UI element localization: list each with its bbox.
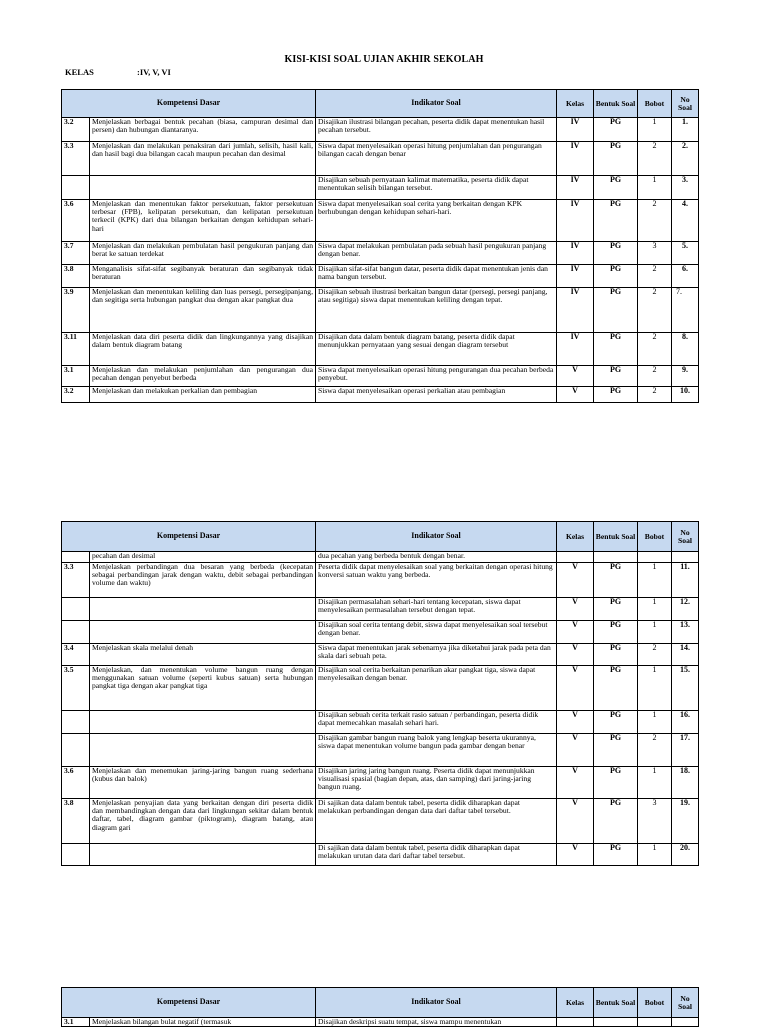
kompetensi-dasar-cell: Menjelaskan data diri peserta didik dan lingkungannya yang disajikan dalam bentuk diagram batang bbox=[90, 333, 316, 366]
kelas-cell: V bbox=[557, 844, 594, 866]
kelas-cell bbox=[557, 552, 594, 563]
indikator-soal-cell: Disajikan soal cerita berkaitan penarikan akar pangkat tiga, siswa dapat menyelesaikan dengan benar. bbox=[316, 666, 557, 711]
bobot-cell: 2 bbox=[638, 142, 672, 176]
kompetensi-dasar-cell bbox=[90, 711, 316, 734]
kisi-kisi-table-1 bbox=[61, 89, 699, 403]
table-row bbox=[62, 563, 699, 598]
bentuk-soal-cell bbox=[594, 1018, 638, 1027]
indikator-soal-cell: dua pecahan yang berbeda bentuk dengan benar. bbox=[316, 552, 557, 563]
kd-number: 3.1 bbox=[62, 366, 90, 387]
no-soal-cell: 8. bbox=[672, 333, 699, 366]
indikator-soal-cell: Disajikan sebuah pernyataan kalimat matematika, peserta didik dapat menentukan selisih bilangan tersebut. bbox=[316, 176, 557, 200]
table-row bbox=[62, 844, 699, 866]
header-bentuk-soal: Bentuk Soal bbox=[594, 988, 638, 1018]
header-no-soal: No Soal bbox=[672, 522, 699, 552]
bobot-cell: 3 bbox=[638, 799, 672, 844]
bobot-cell: 3 bbox=[638, 242, 672, 265]
indikator-soal-cell: Siswa dapat menyelesaikan operasi hitung pengurangan dua pecahan berbeda penyebut. bbox=[316, 366, 557, 387]
kompetensi-dasar-cell bbox=[90, 176, 316, 200]
kd-number: 3.6 bbox=[62, 767, 90, 799]
no-soal-cell: 18. bbox=[672, 767, 699, 799]
bobot-cell bbox=[638, 552, 672, 563]
table-row bbox=[62, 176, 699, 200]
kelas-cell: V bbox=[557, 666, 594, 711]
kompetensi-dasar-cell: pecahan dan desimal bbox=[90, 552, 316, 563]
no-soal-cell: 20. bbox=[672, 844, 699, 866]
table-row bbox=[62, 242, 699, 265]
bentuk-soal-cell: PG bbox=[594, 767, 638, 799]
bobot-cell: 2 bbox=[638, 333, 672, 366]
kelas-cell: IV bbox=[557, 142, 594, 176]
kompetensi-dasar-cell bbox=[90, 598, 316, 621]
bentuk-soal-cell: PG bbox=[594, 265, 638, 288]
header-indikator-soal: Indikator Soal bbox=[316, 522, 557, 552]
no-soal-cell: 14. bbox=[672, 644, 699, 666]
kompetensi-dasar-cell: Menjelaskan penyajian data yang berkaitan dengan diri peserta didik dan membandingkan dengan data dari lingkungan sekitar dalam bentuk daftar, tabel, diagram gambar (piktogram), diagram batang, atau diagram gari bbox=[90, 799, 316, 844]
table-row bbox=[62, 387, 699, 403]
indikator-soal-cell: Disajikan jaring jaring bangun ruang. Peserta didik dapat menunjukkan visualisasi spasial (bagian depan, atas, dan samping) dari jaring-jaring bangun ruang. bbox=[316, 767, 557, 799]
indikator-soal-cell: Di sajikan data dalam bentuk tabel, peserta didik diharapkan dapat melakukan perbandingan dengan data dari daftar tabel tersebut. bbox=[316, 799, 557, 844]
indikator-soal-cell: Peserta didik dapat menyelesaikan soal yang berkaitan dengan operasi hitung konversi satuan waktu yang berbeda. bbox=[316, 563, 557, 598]
kompetensi-dasar-cell: Menjelaskan dan melakukan penaksiran dari jumlah, selisih, hasil kali, dan hasil bagi dua bilangan cacah maupun pecahan dan desimal bbox=[90, 142, 316, 176]
kd-number: 3.11 bbox=[62, 333, 90, 366]
kompetensi-dasar-cell: Menjelaskan dan menentukan faktor persekutuan, faktor persekutuan terbesar (FPB), kelipatan persekutuan, dan kelipatan persekutuan terkecil (KPK) dari dua bilangan berkaitan dengan kehidupan sehari-hari bbox=[90, 200, 316, 242]
kelas-cell: IV bbox=[557, 242, 594, 265]
table-row bbox=[62, 799, 699, 844]
table-row bbox=[62, 621, 699, 644]
bobot-cell: 1 bbox=[638, 598, 672, 621]
kd-number: 3.8 bbox=[62, 265, 90, 288]
bentuk-soal-cell: PG bbox=[594, 734, 638, 767]
bentuk-soal-cell bbox=[594, 552, 638, 563]
table-row bbox=[62, 118, 699, 142]
kompetensi-dasar-cell: Menjelaskan, dan menentukan volume bangun ruang dengan menggunakan satuan volume (seperti kubus satuan) serta hubungan pangkat tiga dengan akar pangkat tiga bbox=[90, 666, 316, 711]
bentuk-soal-cell: PG bbox=[594, 711, 638, 734]
header-bentuk-soal: Bentuk Soal bbox=[594, 90, 638, 118]
bentuk-soal-cell: PG bbox=[594, 142, 638, 176]
kompetensi-dasar-cell bbox=[90, 621, 316, 644]
bentuk-soal-cell: PG bbox=[594, 333, 638, 366]
kd-number bbox=[62, 711, 90, 734]
bobot-cell: 2 bbox=[638, 288, 672, 333]
no-soal-cell: 11. bbox=[672, 563, 699, 598]
bentuk-soal-cell: PG bbox=[594, 366, 638, 387]
table-row bbox=[62, 200, 699, 242]
kd-number: 3.2 bbox=[62, 387, 90, 403]
kompetensi-dasar-cell: Menjelaskan skala melalui denah bbox=[90, 644, 316, 666]
header-bobot: Bobot bbox=[638, 988, 672, 1018]
kelas-cell: IV bbox=[557, 176, 594, 200]
kd-number: 3.3 bbox=[62, 563, 90, 598]
bobot-cell: 2 bbox=[638, 644, 672, 666]
header-bentuk-soal: Bentuk Soal bbox=[594, 522, 638, 552]
kelas-cell: V bbox=[557, 734, 594, 767]
kd-number bbox=[62, 552, 90, 563]
indikator-soal-cell: Siswa dapat menentukan jarak sebenarnya jika diketahui jarak pada peta dan skala dari sebuah peta. bbox=[316, 644, 557, 666]
no-soal-cell: 4. bbox=[672, 200, 699, 242]
header-bobot: Bobot bbox=[638, 90, 672, 118]
kd-number: 3.3 bbox=[62, 142, 90, 176]
bobot-cell: 1 bbox=[638, 666, 672, 711]
bentuk-soal-cell: PG bbox=[594, 200, 638, 242]
bobot-cell: 2 bbox=[638, 200, 672, 242]
table-row bbox=[62, 333, 699, 366]
kd-number: 3.7 bbox=[62, 242, 90, 265]
kelas-cell: IV bbox=[557, 200, 594, 242]
kd-number bbox=[62, 734, 90, 767]
no-soal-cell: 17. bbox=[672, 734, 699, 767]
bentuk-soal-cell: PG bbox=[594, 118, 638, 142]
bobot-cell: 1 bbox=[638, 711, 672, 734]
kisi-kisi-table-3 bbox=[61, 987, 699, 1027]
no-soal-cell: 1. bbox=[672, 118, 699, 142]
table-header-row bbox=[62, 522, 699, 552]
header-bobot: Bobot bbox=[638, 522, 672, 552]
no-soal-cell: 16. bbox=[672, 711, 699, 734]
header-kompetensi-dasar: Kompetensi Dasar bbox=[62, 522, 316, 552]
kelas-cell: IV bbox=[557, 265, 594, 288]
header-kelas: Kelas bbox=[557, 988, 594, 1018]
table-row bbox=[62, 552, 699, 563]
kd-number bbox=[62, 844, 90, 866]
table-row bbox=[62, 366, 699, 387]
kompetensi-dasar-cell: Menjelaskan bilangan bulat negatif (termasuk bbox=[90, 1018, 316, 1027]
kompetensi-dasar-cell: Menjelaskan berbagai bentuk pecahan (biasa, campuran desimal dan persen) dan hubungan diantaranya. bbox=[90, 118, 316, 142]
kd-number bbox=[62, 176, 90, 200]
kelas-cell: V bbox=[557, 767, 594, 799]
no-soal-cell: 7. bbox=[672, 288, 699, 333]
indikator-soal-cell: Siswa dapat menyelesaikan operasi perkalian atau pembagian bbox=[316, 387, 557, 403]
bentuk-soal-cell: PG bbox=[594, 844, 638, 866]
kd-number: 3.4 bbox=[62, 644, 90, 666]
indikator-soal-cell: Disajikan permasalahan sehari-hari tentang kecepatan, siswa dapat menyelesaikan permasalahan tersebut dengan tepat. bbox=[316, 598, 557, 621]
bentuk-soal-cell: PG bbox=[594, 666, 638, 711]
kd-number: 3.8 bbox=[62, 799, 90, 844]
bentuk-soal-cell: PG bbox=[594, 644, 638, 666]
no-soal-cell: 9. bbox=[672, 366, 699, 387]
bentuk-soal-cell: PG bbox=[594, 799, 638, 844]
no-soal-cell: 6. bbox=[672, 265, 699, 288]
bentuk-soal-cell: PG bbox=[594, 387, 638, 403]
indikator-soal-cell: Disajikan data dalam bentuk diagram batang, peserta didik dapat menunjukkan pernyataan yang sesuai dengan diagram tersebut bbox=[316, 333, 557, 366]
table-row bbox=[62, 767, 699, 799]
kelas-cell: V bbox=[557, 387, 594, 403]
indikator-soal-cell: Siswa dapat melakukan pembulatan pada sebuah hasil pengukuran panjang dengan benar. bbox=[316, 242, 557, 265]
kelas-cell: V bbox=[557, 644, 594, 666]
kelas-cell bbox=[557, 1018, 594, 1027]
kd-number: 3.9 bbox=[62, 288, 90, 333]
header-kelas: Kelas bbox=[557, 522, 594, 552]
indikator-soal-cell: Disajikan deskripsi suatu tempat, siswa mampu menentukan bbox=[316, 1018, 557, 1027]
bobot-cell: 1 bbox=[638, 621, 672, 644]
indikator-soal-cell: Disajikan gambar bangun ruang balok yang lengkap beserta ukurannya, siswa dapat menentukan volume bangun pada gambar dengan benar bbox=[316, 734, 557, 767]
table-header-row bbox=[62, 90, 699, 118]
indikator-soal-cell: Siswa dapat menyelesaikan soal cerita yang berkaitan dengan KPK berhubungan dengan kehidupan sehari-hari. bbox=[316, 200, 557, 242]
kd-number: 3.6 bbox=[62, 200, 90, 242]
header-kompetensi-dasar: Kompetensi Dasar bbox=[62, 90, 316, 118]
bobot-cell: 1 bbox=[638, 844, 672, 866]
kd-number bbox=[62, 621, 90, 644]
indikator-soal-cell: Disajikan sifat-sifat bangun datar, peserta didik dapat menentukan jenis dan nama bangun tersebut. bbox=[316, 265, 557, 288]
header-indikator-soal: Indikator Soal bbox=[316, 90, 557, 118]
indikator-soal-cell: Disajikan ilustrasi bilangan pecahan, peserta didik dapat menentukan hasil pecahan tersebut. bbox=[316, 118, 557, 142]
bobot-cell: 2 bbox=[638, 734, 672, 767]
no-soal-cell: 13. bbox=[672, 621, 699, 644]
no-soal-cell bbox=[672, 1018, 699, 1027]
header-kompetensi-dasar: Kompetensi Dasar bbox=[62, 988, 316, 1018]
header-indikator-soal: Indikator Soal bbox=[316, 988, 557, 1018]
indikator-soal-cell: Disajikan sebuah cerita terkait rasio satuan / perbandingan, peserta didik dapat memecahkan masalah sehari hari. bbox=[316, 711, 557, 734]
kelas-cell: IV bbox=[557, 288, 594, 333]
bobot-cell: 1 bbox=[638, 176, 672, 200]
table-row bbox=[62, 644, 699, 666]
kompetensi-dasar-cell: Menganalisis sifat-sifat segibanyak beraturan dan segibanyak tidak beraturan bbox=[90, 265, 316, 288]
no-soal-cell: 3. bbox=[672, 176, 699, 200]
kelas-cell: IV bbox=[557, 333, 594, 366]
kd-number bbox=[62, 598, 90, 621]
no-soal-cell: 15. bbox=[672, 666, 699, 711]
table-header-row bbox=[62, 988, 699, 1018]
document-title: KISI-KISI SOAL UJIAN AKHIR SEKOLAH bbox=[284, 54, 484, 65]
indikator-soal-cell: Siswa dapat menyelesaikan operasi hitung penjumlahan dan pengurangan bilangan cacah dengan benar bbox=[316, 142, 557, 176]
table-row bbox=[62, 265, 699, 288]
kompetensi-dasar-cell: Menjelaskan dan menentukan keliling dan luas persegi, persegipanjang, dan segitiga serta hubungan pangkat dua dengan akar pangkat dua bbox=[90, 288, 316, 333]
kelas-cell: V bbox=[557, 366, 594, 387]
kelas-cell: IV bbox=[557, 118, 594, 142]
kompetensi-dasar-cell bbox=[90, 734, 316, 767]
kelas-cell: V bbox=[557, 598, 594, 621]
kompetensi-dasar-cell: Menjelaskan dan melakukan perkalian dan pembagian bbox=[90, 387, 316, 403]
bobot-cell: 1 bbox=[638, 767, 672, 799]
bentuk-soal-cell: PG bbox=[594, 621, 638, 644]
kelas-cell: V bbox=[557, 621, 594, 644]
kelas-cell: V bbox=[557, 711, 594, 734]
no-soal-cell: 2. bbox=[672, 142, 699, 176]
kompetensi-dasar-cell: Menjelaskan dan melakukan pembulatan hasil pengukuran panjang dan berat ke satuan terdekat bbox=[90, 242, 316, 265]
bobot-cell: 2 bbox=[638, 265, 672, 288]
indikator-soal-cell: Disajikan soal cerita tentang debit, siswa dapat menyelesaikan soal tersebut dengan benar. bbox=[316, 621, 557, 644]
kelas-cell: V bbox=[557, 799, 594, 844]
indikator-soal-cell: Disajikan sebuah ilustrasi berkaitan bangun datar (persegi, persegi panjang, atau segitiga) siswa dapat menentukan keliling dengan tepat. bbox=[316, 288, 557, 333]
table-row bbox=[62, 1018, 699, 1027]
kd-number: 3.1 bbox=[62, 1018, 90, 1027]
bobot-cell: 2 bbox=[638, 387, 672, 403]
bentuk-soal-cell: PG bbox=[594, 288, 638, 333]
table-row bbox=[62, 598, 699, 621]
bentuk-soal-cell: PG bbox=[594, 598, 638, 621]
kompetensi-dasar-cell: Menjelaskan perbandingan dua besaran yang berbeda (kecepatan sebagai perbandingan jarak dengan waktu, debit sebagai perbandingan volume dan waktu) bbox=[90, 563, 316, 598]
table-row bbox=[62, 142, 699, 176]
kompetensi-dasar-cell bbox=[90, 844, 316, 866]
table-row bbox=[62, 666, 699, 711]
no-soal-cell: 19. bbox=[672, 799, 699, 844]
bobot-cell bbox=[638, 1018, 672, 1027]
kelas-cell: V bbox=[557, 563, 594, 598]
table-row bbox=[62, 288, 699, 333]
kd-number: 3.2 bbox=[62, 118, 90, 142]
no-soal-cell: 5. bbox=[672, 242, 699, 265]
kompetensi-dasar-cell: Menjelaskan dan melakukan penjumlahan dan pengurangan dua pecahan dengan penyebut berbeda bbox=[90, 366, 316, 387]
kelas-value: :IV, V, VI bbox=[137, 67, 171, 77]
no-soal-cell: 12. bbox=[672, 598, 699, 621]
header-kelas: Kelas bbox=[557, 90, 594, 118]
no-soal-cell bbox=[672, 552, 699, 563]
table-row bbox=[62, 734, 699, 767]
bobot-cell: 1 bbox=[638, 118, 672, 142]
kelas-line bbox=[65, 67, 171, 77]
indikator-soal-cell: Di sajikan data dalam bentuk tabel, peserta didik diharapkan dapat melakukan urutan data dari daftar tabel tersebut. bbox=[316, 844, 557, 866]
no-soal-cell: 10. bbox=[672, 387, 699, 403]
bentuk-soal-cell: PG bbox=[594, 563, 638, 598]
kompetensi-dasar-cell: Menjelaskan dan menemukan jaring-jaring bangun ruang sederhana (kubus dan balok) bbox=[90, 767, 316, 799]
bentuk-soal-cell: PG bbox=[594, 176, 638, 200]
table-row bbox=[62, 711, 699, 734]
kisi-kisi-table-2 bbox=[61, 521, 699, 866]
header-no-soal: No Soal bbox=[672, 90, 699, 118]
bentuk-soal-cell: PG bbox=[594, 242, 638, 265]
kelas-label: KELAS bbox=[65, 67, 94, 77]
header-no-soal: No Soal bbox=[672, 988, 699, 1018]
kd-number: 3.5 bbox=[62, 666, 90, 711]
bobot-cell: 2 bbox=[638, 366, 672, 387]
bobot-cell: 1 bbox=[638, 563, 672, 598]
